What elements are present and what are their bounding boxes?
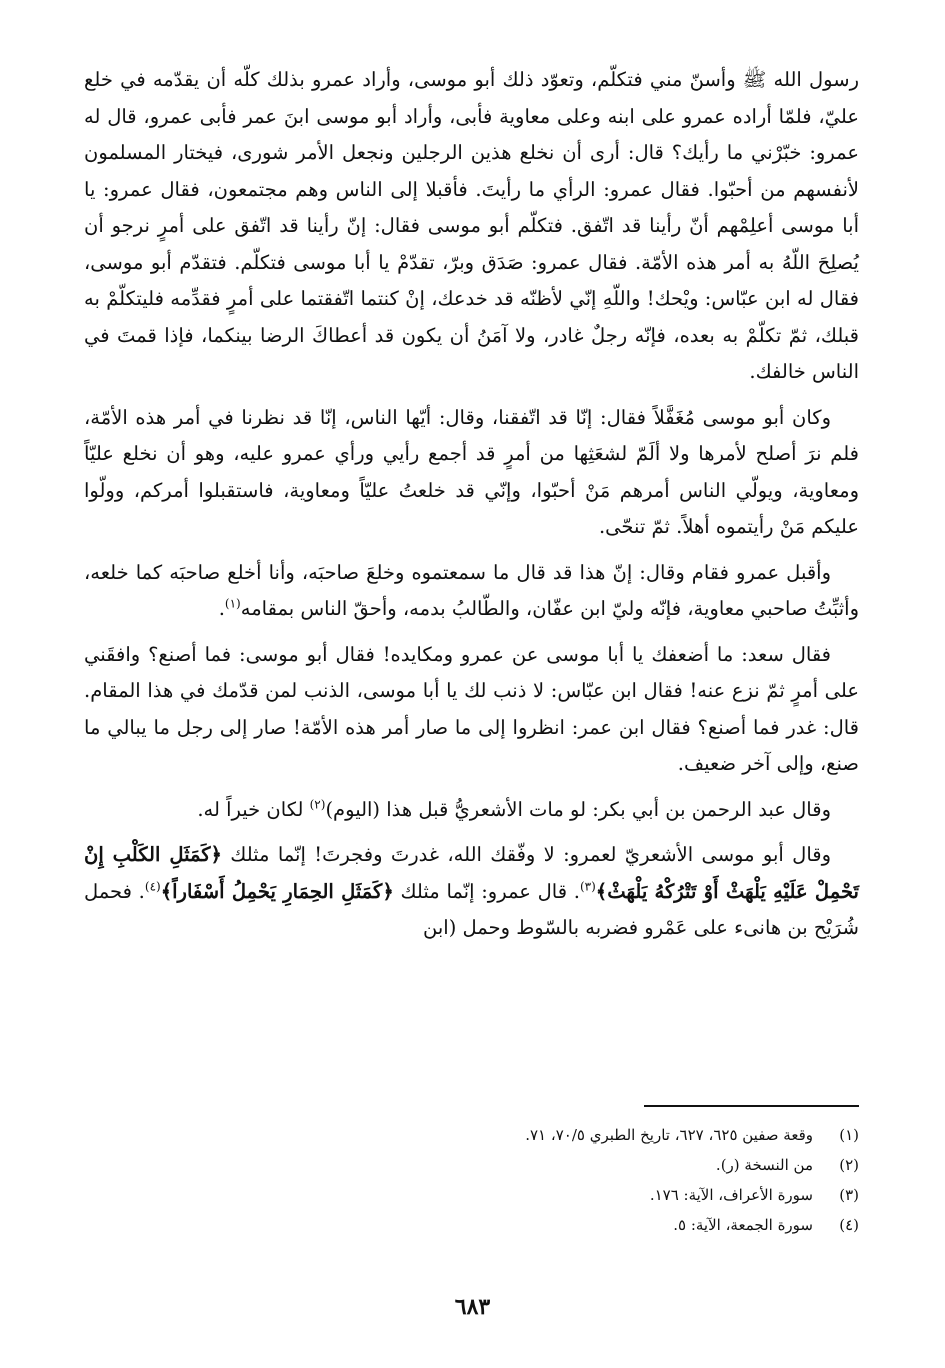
footnote-divider — [644, 1105, 859, 1107]
paragraph-6-text-c: . فحمل شُرَيْح بن هانىء على عَمْرو فضربه بالسّوط وحمل (ابن — [84, 879, 859, 939]
paragraph-2-text: وكان أبو موسى مُغَفَّلاً فقال: إنّا قد اتّفقنا، وقال: أيّها الناس، إنّا قد نظرنا في أمر هذه الأمّة، فلم نرَ أصلح لأمرها ولا ألَمّ لشعَثِها من أمرٍ قد أجمع رأيي ورأي عمرو عليه، وهو أن نخلع عليّاً ومعاوية، ويولّي الناس أمرهم مَنْ أحبّوا، وإنّي قد خلعتُ عليّاً ومعاوية، فاستقبلوا أمركم، وولّوا عليكم مَنْ رأيتموه أهلاً. ثمّ تنحّى. — [84, 405, 859, 538]
footnote-1 — [159, 1120, 859, 1150]
quran-verse-1: ﴿كَمَثَلِ الكَلْبِ إِنْ تَحْمِلْ عَلَيْهِ يَلْهَثْ أَوْ تَتْرُكْهُ يَلْهَثْ﴾ — [84, 843, 859, 903]
footnotes — [159, 1120, 859, 1240]
paragraph-6-text-a: وقال أبو موسى الأشعريّ لعمرو: لا وفّقك الله، غدرتَ وفجرتَ! إنّما مثلك — [221, 843, 831, 866]
paragraph-3-text: وأقبل عمرو فقام وقال: إنّ هذا قد قال ما سمعتموه وخلعَ صاحبَه، وأنا أخلع صاحبَه كما خلعه، وأثبِّتُ صاحبي معاوية، فإنّه وليّ ابن عفّان، والطّالبُ بدمه، وأحقّ الناس بمقامه — [84, 560, 859, 620]
paragraph-5-text: وقال عبد الرحمن بن أبي بكر: لو مات الأشعريُّ قبل هذا (اليوم) — [325, 797, 831, 821]
footnote-text: وقعة صفين ٦٢٥، ٦٢٧، تاريخ الطبري ٧٠/٥، ٧١. — [525, 1126, 813, 1144]
page-body — [84, 62, 859, 956]
paragraph-3 — [84, 555, 859, 628]
footnote-number: (٣) — [839, 1186, 859, 1204]
paragraph-6-text-b: . قال عمرو: إنّما مثلك — [393, 879, 580, 903]
paragraph-4-text: فقال سعد: ما أضعفك يا أبا موسى عن عمرو ومكايده! فقال أبو موسى: فما أصنع؟ وافقَني على أمرٍ ثمّ نزع عنه! فقال ابن عبّاس: لا ذنب لك يا أبا موسى، الذنب لمن قدّمك في هذا المقام. قال: غدر فما أصنع؟ فقال ابن عمر: انظروا إلى ما صار أمر هذه الأمّة! صار إلى رجل ما يبالي ما صنع، وإلى آخر ضعيف. — [84, 642, 860, 775]
footnote-number: (٤) — [839, 1216, 859, 1234]
footnote-number: (٢) — [839, 1156, 859, 1174]
footnote-text: من النسخة (ر). — [715, 1156, 813, 1174]
footnote-ref-4: (٤) — [144, 879, 161, 893]
paragraph-2 — [84, 400, 859, 546]
paragraph-1 — [84, 62, 859, 391]
page-number: ٦٨٣ — [454, 1294, 491, 1320]
footnote-2 — [159, 1150, 859, 1180]
footnote-4 — [159, 1210, 859, 1240]
paragraph-6 — [84, 837, 859, 947]
paragraph-3-end: . — [218, 597, 225, 620]
footnote-ref-3: (٣) — [579, 879, 596, 893]
paragraph-5-end: لكان خيراً له. — [197, 797, 310, 821]
footnote-text: سورة الأعراف، الآية: ١٧٦. — [649, 1186, 813, 1204]
footnote-ref-2: (٢) — [309, 797, 326, 811]
paragraph-4 — [84, 637, 859, 783]
quran-verse-2: ﴿كَمَثَلِ الحِمَارِ يَحْمِلُ أَسْفَاراً﴾ — [160, 879, 394, 903]
footnote-text: سورة الجمعة، الآية: ٥. — [673, 1216, 813, 1234]
paragraph-5 — [84, 792, 859, 829]
paragraph-1-text: رسول الله ﷺ وأسنّ مني فتكلّم، وتعوّد ذلك أبو موسى، وأراد عمرو بذلك كلّه أن يقدّمه في خلع عليّ، فلمّا أراده عمرو على ابنه وعلى معاوية فأبى، وأراد أبو موسى ابنَ عمر فأبى عمرو، قال له عمرو: خبّرْني ما رأيك؟ قال: أرى أن نخلع هذين الرجلين ونجعل الأمر شورى، فيختار المسلمون لأنفسهم من أحبّوا. فقال عمرو: الرأي ما رأيتَ. فأقبلا إلى الناس وهم مجتمعون، فقال عمرو: يا أبا موسى أعلِمْهم أنّ رأينا قد اتّفق. فتكلّم أبو موسى فقال: إنّ رأينا قد اتّفق على أمرٍ نرجو أن يُصلِحَ اللّهُ به أمر هذه الأمّة. فقال عمرو: صَدَق وبرّ، تقدّمْ يا أبا موسى فتكلّم. فتقدّم أبو موسى، فقال له ابن عبّاس: ويْحك! واللّهِ إنّي لأظنّه قد خدعك، إنْ كنتما اتّفقتما على أمرٍ فقدِّمه فليتكلّمْ به قبلك، ثمّ تكلّمْ به بعده، فإنّه رجلٌ غادر، ولا آمَنُ أن يكون قد أعطاكَ الرضا بينكما، فإذا قمتَ في الناس خالفك. — [84, 68, 859, 383]
footnote-ref-1: (١) — [224, 596, 241, 611]
footnote-3 — [159, 1180, 859, 1210]
footnote-number: (١) — [839, 1126, 859, 1144]
